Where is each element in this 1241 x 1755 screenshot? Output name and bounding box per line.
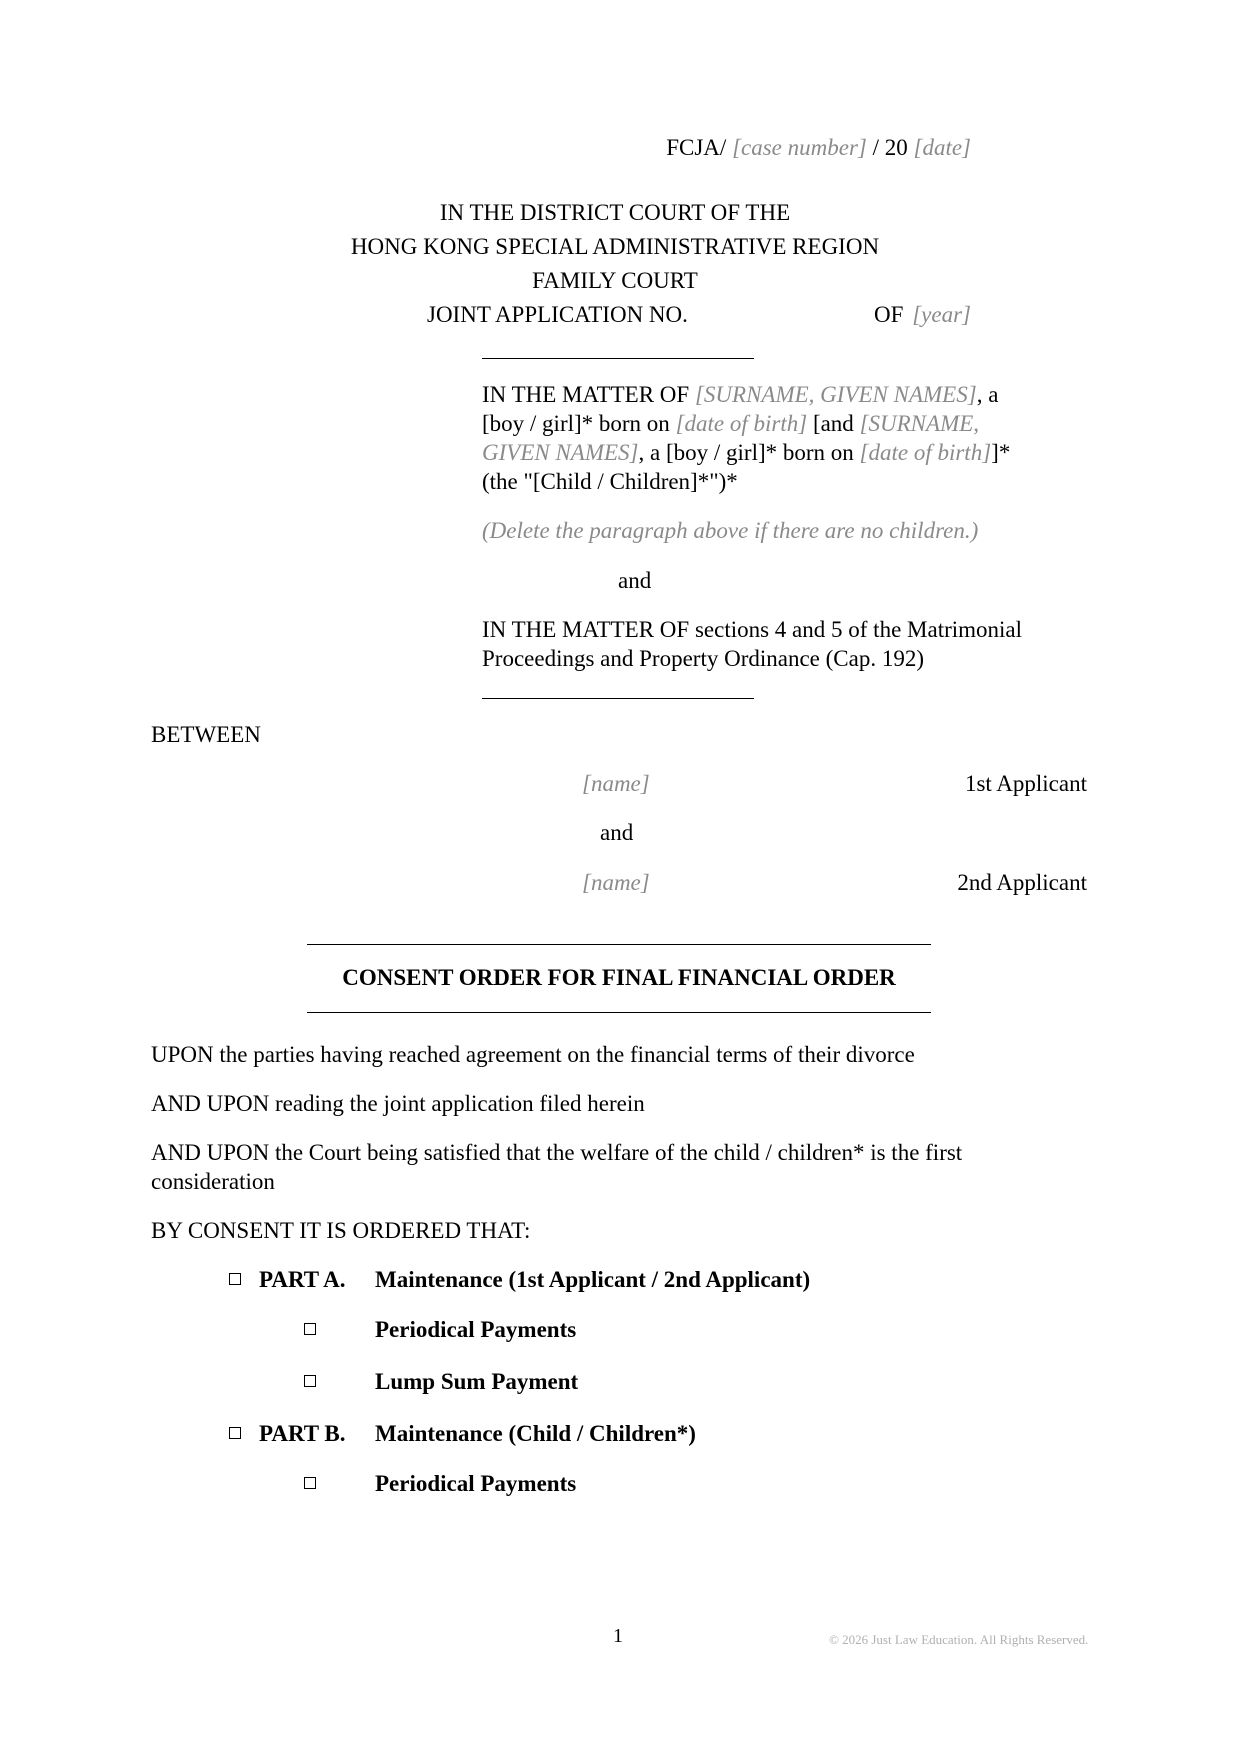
year-placeholder: [year] [912,302,971,327]
matter-ordinance-line-2: Proceedings and Property Ordinance (Cap. 192) [482,646,924,671]
matter-children-line-4: (the "[Child / Children]*")* [482,469,738,494]
part-b-checkbox[interactable] [229,1427,241,1439]
part-a-label: PART A. [259,1267,346,1292]
part-a-title: Maintenance (1st Applicant / 2nd Applicant) [375,1267,811,1292]
part-b-periodical-label: Periodical Payments [375,1471,577,1496]
part-a-checkbox[interactable] [229,1273,241,1285]
case-number-placeholder: [case number] [732,135,867,160]
part-a-lump-sum-checkbox[interactable] [304,1375,316,1387]
dob-placeholder: [date of birth] [675,411,808,436]
given-names-placeholder: GIVEN NAMES] [482,440,639,465]
divider-top [482,358,754,359]
between-label: BETWEEN [151,722,261,747]
part-b-label: PART B. [259,1421,346,1446]
matter-children-line-3: GIVEN NAMES], a [boy / girl]* born on [date of birth]]* [482,440,1011,465]
part-b-periodical-checkbox[interactable] [304,1477,316,1489]
matter-children-line-1: IN THE MATTER OF [SURNAME, GIVEN NAMES], a [482,382,999,407]
divider-mid [482,698,754,699]
delete-paragraph-note: (Delete the paragraph above if there are no children.) [482,518,979,543]
matter-children-line-2: [boy / girl]* born on [date of birth] [and [SURNAME, [482,411,980,436]
part-b-title: Maintenance (Child / Children*) [375,1421,696,1446]
case-ref-prefix: FCJA/ [666,135,727,160]
part-a-lump-sum-label: Lump Sum Payment [375,1369,579,1394]
part-a-periodical-label: Periodical Payments [375,1317,577,1342]
dob-placeholder-2: [date of birth] [859,440,992,465]
page-number: 1 [613,1625,623,1647]
order-heading: BY CONSENT IT IS ORDERED THAT: [151,1218,531,1243]
court-line-1: IN THE DISTRICT COURT OF THE [439,200,791,225]
copyright-notice: © 2026 Just Law Education. All Rights Reserved. [829,1632,1089,1647]
recital-2: AND UPON reading the joint application filed herein [151,1091,645,1116]
applicant-2-role: 2nd Applicant [957,870,1087,895]
title-rule-bottom [307,1012,931,1013]
applicant-2-name-placeholder: [name] [582,870,650,895]
recital-3-line-1: AND UPON the Court being satisfied that the welfare of the child / children* is the first [151,1140,963,1165]
recital-3-line-2: consideration [151,1169,275,1194]
surname-placeholder-2: [SURNAME, [859,411,980,436]
title-rule-top [307,944,931,945]
part-a-periodical-checkbox[interactable] [304,1323,316,1335]
surname-placeholder: [SURNAME, GIVEN NAMES] [694,382,977,407]
case-reference [666,133,971,162]
document-title: CONSENT ORDER FOR FINAL FINANCIAL ORDER [342,965,896,990]
court-line-2: HONG KONG SPECIAL ADMINISTRATIVE REGION [350,234,880,259]
matter-ordinance-line-1: IN THE MATTER OF sections 4 and 5 of the Matrimonial [482,617,1023,642]
recital-1: UPON the parties having reached agreement on the financial terms of their divorce [151,1042,915,1067]
applicant-1-name-placeholder: [name] [582,771,650,796]
parties-and: and [600,820,634,845]
joint-application-of: OF [874,302,904,327]
applicant-1-role: 1st Applicant [964,771,1087,796]
joint-application-label: JOINT APPLICATION NO. [427,302,688,327]
case-ref-separator: / 20 [872,135,908,160]
case-date-placeholder: [date] [913,135,971,160]
and-connector: and [618,568,652,593]
court-line-3: FAMILY COURT [532,268,698,293]
